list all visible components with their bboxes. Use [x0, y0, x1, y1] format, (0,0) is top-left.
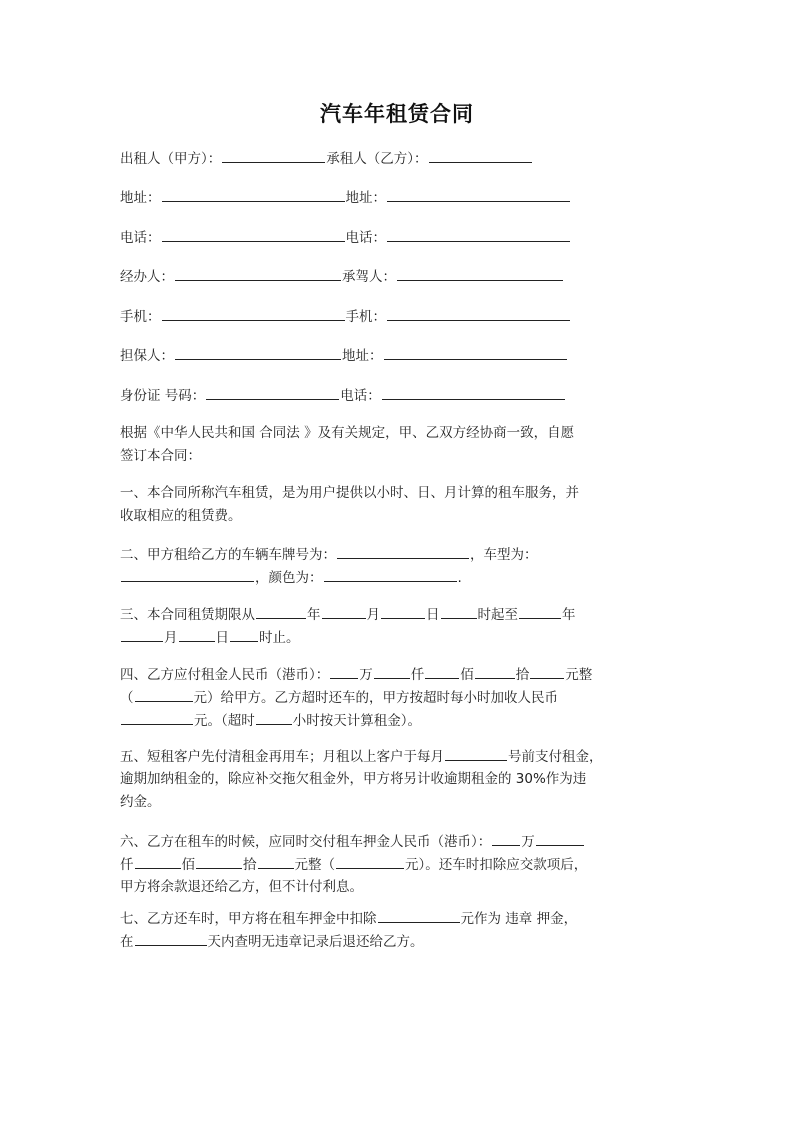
- start-hour-blank[interactable]: [441, 603, 477, 619]
- clause-2: [120, 543, 538, 589]
- mobile-blank-a[interactable]: [162, 305, 345, 321]
- deposit-qian-blank[interactable]: [135, 853, 181, 869]
- driver-blank[interactable]: [397, 265, 563, 281]
- clause-text: .: [457, 570, 462, 586]
- clause-line: 甲方将余款退还给乙方，但不计付利息。: [120, 879, 363, 895]
- rent-yuan-blank[interactable]: [530, 663, 564, 679]
- lessor-label: 出租人（甲方）：: [120, 151, 222, 167]
- violation-deposit-blank[interactable]: [378, 907, 460, 923]
- unit-label: 拾: [243, 857, 257, 873]
- unit-label: 拾: [515, 667, 530, 683]
- address-label-b: 地址：: [345, 190, 386, 206]
- clause-text: 三、本合同租赁期限从: [120, 607, 255, 623]
- clause-text: 时起至: [477, 607, 518, 623]
- clause-text: 二、甲方租给乙方的车辆车牌号为：: [120, 547, 336, 563]
- lessor-blank[interactable]: [222, 147, 325, 163]
- clause-4: [120, 663, 592, 732]
- start-day-blank[interactable]: [381, 603, 425, 619]
- phone-blank-b[interactable]: [387, 226, 570, 242]
- phone-label-a: 电话：: [120, 230, 161, 246]
- clause-line: 收取相应的租赁费。: [120, 508, 242, 524]
- rent-total-blank[interactable]: [135, 686, 193, 702]
- unit-label: 月: [164, 630, 178, 646]
- guarantor-row: [120, 344, 568, 364]
- clause-text: 元）。还车时扣除应交款项后，: [405, 857, 588, 873]
- guarantor-address-blank[interactable]: [384, 344, 567, 360]
- guarantor-blank[interactable]: [175, 344, 341, 360]
- clause-text: 七、乙方还车时，甲方将在租车押金中扣除: [120, 911, 377, 927]
- unit-label: 佰: [181, 857, 195, 873]
- overtime-rate-blank[interactable]: [121, 709, 193, 725]
- deposit-bai-blank[interactable]: [196, 853, 242, 869]
- mobile-label-b: 手机：: [345, 309, 386, 325]
- rent-qian-blank[interactable]: [374, 663, 410, 679]
- unit-label: 日: [426, 607, 440, 623]
- clause-text: 四、乙方应付租金人民币（港币）：: [120, 667, 330, 683]
- color-blank[interactable]: [324, 566, 457, 582]
- clause-line: 一、本合同所称汽车租赁，是为用户提供以小时、日、月计算的租车服务，并: [120, 485, 579, 501]
- clause-text: 元）给甲方。乙方超时还车的，甲方按超时每小时加收人民币: [193, 690, 558, 706]
- deposit-total-blank[interactable]: [336, 853, 404, 869]
- guarantor-address-label: 地址：: [342, 348, 383, 364]
- clause-line: 逾期加纳租金的，除应补交拖欠租金外，甲方将另计收逾期租金的 30%作为违: [120, 771, 587, 787]
- unit-label: 日: [215, 630, 229, 646]
- lessee-blank[interactable]: [429, 147, 532, 163]
- clause-text: 天内查明无违章记录后退还给乙方。: [207, 934, 424, 950]
- address-blank-a[interactable]: [162, 186, 345, 202]
- end-day-blank[interactable]: [179, 626, 215, 642]
- intro-line: 根据《中华人民共和国 合同法 》及有关规定，甲、乙双方经协商一致，自愿: [120, 425, 575, 441]
- unit-label: 元整（: [294, 857, 335, 873]
- clause-1: [120, 482, 579, 528]
- address-row: [120, 186, 571, 206]
- address-blank-b[interactable]: [387, 186, 570, 202]
- rent-bai-blank[interactable]: [425, 663, 459, 679]
- id-phone-blank[interactable]: [382, 384, 565, 400]
- unit-label: 佰: [460, 667, 474, 683]
- clause-text: 小时按天计算租金）。: [292, 713, 421, 729]
- intro-line: 签订本合同：: [120, 448, 201, 464]
- mobile-label-a: 手机：: [120, 309, 161, 325]
- deposit-wan-blank[interactable]: [492, 830, 520, 846]
- deposit-shi-blank[interactable]: [258, 853, 294, 869]
- lessor-row: [120, 147, 533, 167]
- id-row: [120, 384, 566, 404]
- deposit-trail-blank[interactable]: [536, 830, 584, 846]
- agent-blank[interactable]: [175, 265, 341, 281]
- agent-row: [120, 265, 564, 285]
- clause-text: ，颜色为：: [255, 570, 323, 586]
- start-year-blank[interactable]: [256, 603, 306, 619]
- mobile-blank-b[interactable]: [387, 305, 570, 321]
- clause-text: 时止。: [259, 630, 300, 646]
- clause-7: [120, 907, 577, 953]
- end-month-blank[interactable]: [121, 626, 163, 642]
- unit-label: 年: [562, 607, 576, 623]
- plate-blank[interactable]: [337, 543, 469, 559]
- clause-text: 号前支付租金，: [508, 749, 603, 765]
- rent-shi-blank[interactable]: [475, 663, 515, 679]
- end-year-blank[interactable]: [519, 603, 561, 619]
- clause-text: 六、乙方在租车的时候，应同时交付租车押金人民币（港币）：: [120, 834, 492, 850]
- intro-paragraph: [120, 422, 574, 468]
- guarantor-label: 担保人：: [120, 348, 174, 364]
- phone-row: [120, 226, 571, 246]
- unit-label: 仟: [120, 857, 134, 873]
- unit-label: 年: [307, 607, 321, 623]
- lessee-label: 承租人（乙方）：: [326, 151, 428, 167]
- clause-6: [120, 830, 587, 899]
- rent-wan-blank[interactable]: [330, 663, 358, 679]
- id-phone-label: 电话：: [340, 388, 381, 404]
- mobile-row: [120, 305, 571, 325]
- clause-text: ，车型为：: [470, 547, 538, 563]
- check-days-blank[interactable]: [135, 930, 207, 946]
- clause-5: [120, 745, 603, 814]
- unit-label: 仟: [410, 667, 425, 683]
- unit-label: 万: [521, 834, 535, 850]
- start-month-blank[interactable]: [322, 603, 366, 619]
- agent-label: 经办人：: [120, 269, 174, 285]
- model-blank[interactable]: [121, 566, 254, 582]
- clause-text: 在: [120, 934, 134, 950]
- address-label-a: 地址：: [120, 190, 161, 206]
- payment-day-blank[interactable]: [445, 745, 507, 761]
- unit-label: 万: [359, 667, 373, 683]
- driver-label: 承驾人：: [342, 269, 396, 285]
- phone-label-b: 电话：: [345, 230, 386, 246]
- clause-text: 元作为 违章 押金，: [460, 911, 578, 927]
- clause-text: （: [120, 690, 134, 706]
- clause-text: 五、短租客户先付清租金再用车；月租以上客户于每月: [120, 749, 444, 765]
- document-title: 汽车年租赁合同: [320, 101, 474, 126]
- id-blank[interactable]: [206, 384, 339, 400]
- unit-label: 元整: [565, 667, 593, 683]
- unit-label: 月: [366, 607, 380, 623]
- id-label: 身份证 号码：: [120, 388, 206, 404]
- clause-text: 元。（超时: [194, 713, 255, 729]
- overtime-hours-blank[interactable]: [256, 709, 292, 725]
- clause-line: 约金。: [120, 794, 161, 810]
- end-hour-blank[interactable]: [230, 626, 258, 642]
- clause-3: [120, 603, 576, 649]
- phone-blank-a[interactable]: [162, 226, 345, 242]
